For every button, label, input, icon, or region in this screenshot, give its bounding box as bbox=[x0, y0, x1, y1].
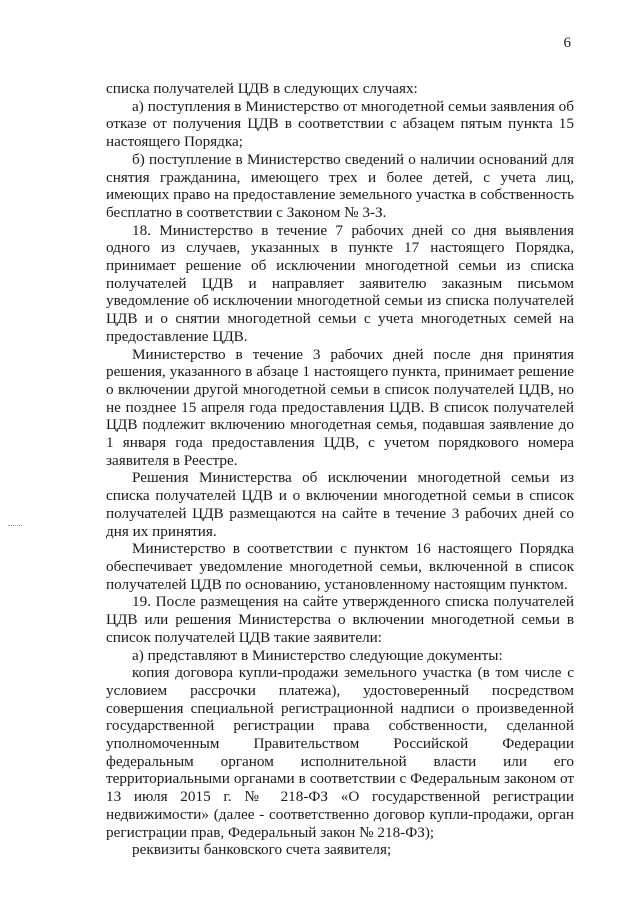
paragraph-clause-19: 19. После размещения на сайте утвержденного списка получателей ЦДВ или решения Министерства о включении многодетной семьи в список получателей ЦДВ такие заявители: bbox=[106, 593, 574, 646]
page-number: 6 bbox=[563, 35, 571, 51]
paragraph-item-a: а) поступления в Министерство от многодетной семьи заявления об отказе от получения ЦДВ в соответствии с абзацем пятым пункта 15 настоящего Порядка; bbox=[106, 97, 574, 151]
margin-mark bbox=[8, 525, 22, 528]
paragraph-bank-details: реквизиты банковского счета заявителя; bbox=[132, 841, 392, 859]
paragraph-clause-18: 18. Министерство в течение 7 рабочих дней со дня выявления одного из случаев, указанных в пункте 17 настоящего Порядка, принимает решение об исключении многодетной семьи из списка получателей ЦДВ и направляет заявителю заказным письмом уведомление об исключении многодетной семьи из списка получателей ЦДВ и о снятии многодетной семьи с учета многодетных семей на предоставление ЦДВ. bbox=[106, 221, 574, 345]
paragraph-clause-18-publication: Решения Министерства об исключении многодетной семьи из списка получателей ЦДВ и о включении многодетной семьи в список получателей ЦДВ размещаются на сайте в течение 3 рабочих дней со дня их принятия. bbox=[106, 469, 574, 540]
paragraph-contract-copy: копия договора купли-продажи земельного участка (в том числе с условием рассрочки платежа), удостоверенный посредством совершения специальной регистрационной надписи о произведенной государственной регистрации права собственности, сделанной уполномоченным Правительством Российской Федерации федеральным органом исполнительной власти или его территориальными органами в соответствии с Федеральным законом от 13 июля 2015 г. № 218-ФЗ «О государственной регистрации недвижимости» (далее - соответственно договор купли-продажи, орган регистрации прав, Федеральный закон № 218-ФЗ); bbox=[106, 664, 574, 841]
paragraph-clause-18-inclusion: Министерство в течение 3 рабочих дней после дня принятия решения, указанного в абзаце 1 настоящего пункта, принимает решение о включении другой многодетной семьи в список получателей ЦДВ, но не позднее 15 апреля года предоставления ЦДВ. В список получателей ЦДВ подлежит включению многодетная семья, подавшая заявление до 1 января года предоставления ЦДВ, с учетом порядкового номера заявителя в Реестре. bbox=[106, 345, 574, 469]
paragraph-continuation: списка получателей ЦДВ в следующих случаях: bbox=[106, 80, 418, 97]
paragraph-clause-19-item-a: а) представляют в Министерство следующие документы: bbox=[132, 646, 503, 664]
paragraph-item-b: б) поступление в Министерство сведений о наличии оснований для снятия гражданина, имеющего трех и более детей, с учета лиц, имеющих право на предоставление земельного участка в собственность бесплатно в соответствии с Законом № 3-З. bbox=[106, 150, 574, 221]
paragraph-clause-18-notification: Министерство в соответствии с пунктом 16 настоящего Порядка обеспечивает уведомление многодетной семьи, включенной в список получателей ЦДВ по основанию, установленному настоящим пунктом. bbox=[106, 540, 574, 593]
document-body bbox=[106, 80, 574, 859]
